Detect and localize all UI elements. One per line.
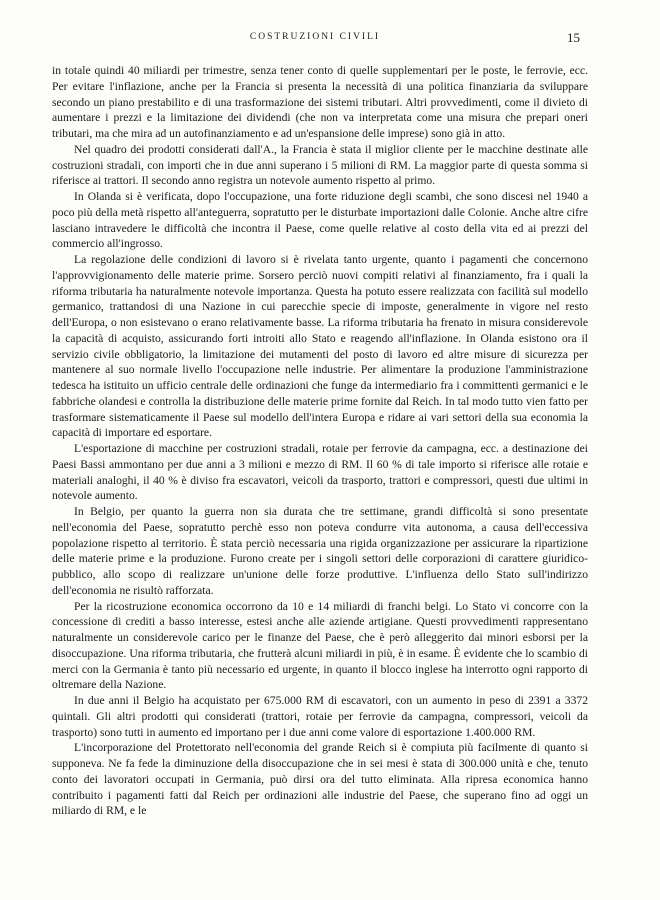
paragraph-netherlands-trade: In Olanda si è verificata, dopo l'occupazione, una forte riduzione degli scambi, che sono discesi nel 1940 a poco più della metà rispetto all'anteguerra, sopratutto per le disturbate importazioni dalle Colonie. Anche altre cifre lasciano intravedere le difficoltà che incontra il Paese, come quelle relative al costo della vita ed ai prezzi del commercio all'ingrosso. [52, 190, 588, 251]
paragraph-labour-regulation: La regolazione delle condizioni di lavoro si è rivelata tanto urgente, quanto i pagamenti che concernono l'approvvigionamento delle materie prime. Sorsero perciò nuovi compiti relativi al finanziamento, fra i quali la riforma tributaria ha naturalmente notevole importanza. Questa ha potuto essere realizzata con facilità sul modello germanico, trattandosi di una Nazione in cui parecchie specie di imposte, generalmente in vigore nel resto dell'Europa, o non esistevano o erano relativamente basse. La riforma tributaria ha frenato in misura considerevole la capacità di acquisto, assicurando forti introiti allo Stato e reagendo all'inflazione. In Olanda esistono ora il servizio civile obbligatorio, la limitazione dei mutamenti del posto di lavoro ed altre misure di sicurezza per mantenere al suo normale livello l'occupazione nelle industrie. Per alimentare la produzione l'amministrazione tedesca ha istituito un ufficio centrale delle ordinazioni che funge da intermediario fra i committenti germanici e le fabbriche olandesi e controlla la distribuzione delle materie prime fornite dal Reich. In tal modo tutto vien fatto per trasformare sistematicamente il Paese sul modello dell'intera Europa e ridare ai vari settori della sua economia la capacità di importare ed esportare. [52, 253, 588, 440]
running-title: COSTRUZIONI CIVILI [249, 32, 381, 42]
paragraph-belgium-purchases: In due anni il Belgio ha acquistato per 675.000 RM di escavatori, con un aumento in peso di 2391 a 3372 quintali. Gli altri prodotti qui considerati (trattori, rotaie per ferrovie da campagna, compressori, veicoli da trasporto) sono tutti in aumento ed importano per i due anni come valore di esportazione 1.400.000 RM. [52, 694, 588, 739]
paragraph-belgium-economy: In Belgio, per quanto la guerra non sia durata che tre settimane, grandi difficoltà si sono presentate nell'economia del Paese, sopratutto perchè esso non poteva condurre vita autonoma, a causa dell'eccessiva popolazione rispetto al territorio. È stata perciò necessaria una rigida organizzazione per assicurare la ripartizione delle materie prime e la produzione. Furono create per i singoli settori delle corporazioni di carattere giuridico-pubblico, allo scopo di realizzare un'unione delle forze produttive. L'influenza dello Stato sull'indirizzo dell'economia ne risultò rafforzata. [52, 505, 588, 597]
body-text [52, 63, 588, 819]
page-number: 15 [567, 30, 580, 45]
paragraph-protectorate: L'incorporazione del Protettorato nell'economia del grande Reich si è compiuta più facilmente di quanto si supponeva. Ne fa fede la diminuzione della disoccupazione che in sei mesi è stata di 300.000 unità e che, tenuto conto dei lavoratori occupati in Germania, può dirsi ora del tutto eliminata. Alla ripresa economica hanno contribuito i pagamenti fatti dal Reich per ordinazioni alle industrie del Paese, che superano fino ad oggi un miliardo di RM, e le [52, 741, 588, 818]
paragraph-france-exports: Nel quadro dei prodotti considerati dall'A., la Francia è stata il miglior cliente per le macchine destinate alle costruzioni stradali, con importi che in due anni superano i 5 milioni di RM. La maggior parte di questa somma si riferisce ai trattori. Il secondo anno registra un notevole aumento rispetto al primo. [52, 142, 588, 188]
paragraph-netherlands-exports: L'esportazione di macchine per costruzioni stradali, rotaie per ferrovie da campagna, ecc. a destinazione dei Paesi Bassi ammontano per due anni a 3 milioni e mezzo di RM. Il 60 % di tale importo si riferisce alle rotaie e materiali analoghi, il 40 % è diviso fra escavatori, veicoli da trasporto, trattori e compressori, questi due ultimi in notevole aumento. [52, 442, 588, 503]
paragraph-belgium-reconstruction: Per la ricostruzione economica occorrono da 10 e 14 miliardi di franchi belgi. Lo Stato vi concorre con la concessione di crediti a basso interesse, estesi anche alle aziende artigiane. Questi provvedimenti rappresentano naturalmente un considerevole carico per le finanze del Paese, che è però alleggerito dai minori esborsi per la disoccupazione. Una riforma tributaria, che frutterà alcuni miliardi in più, è in esame. È evidente che lo scambio di merci con la Germania è tanto più necessario ed urgente, in quanto il blocco inglese ha interrotto ogni rapporto di oltremare della Nazione. [52, 599, 588, 692]
paragraph-continued: in totale quindi 40 miliardi per trimestre, senza tener conto di quelle supplementari per le poste, le ferrovie, ecc. Per evitare l'inflazione, anche per la Francia si presenta la necessità di una politica finanziaria da sviluppare secondo un piano prestabilito e di una trasformazione dei sistemi tributari. Altri provvedimenti, come il divieto di aumentare i prezzi e la limitazione dei dividendi (che non va interpretata come una misura che prepari oneri tributari, ma che mira ad un autofinanziamento e ad un'espansione delle imprese) sono già in atto. [52, 64, 588, 140]
running-head [50, 30, 580, 46]
